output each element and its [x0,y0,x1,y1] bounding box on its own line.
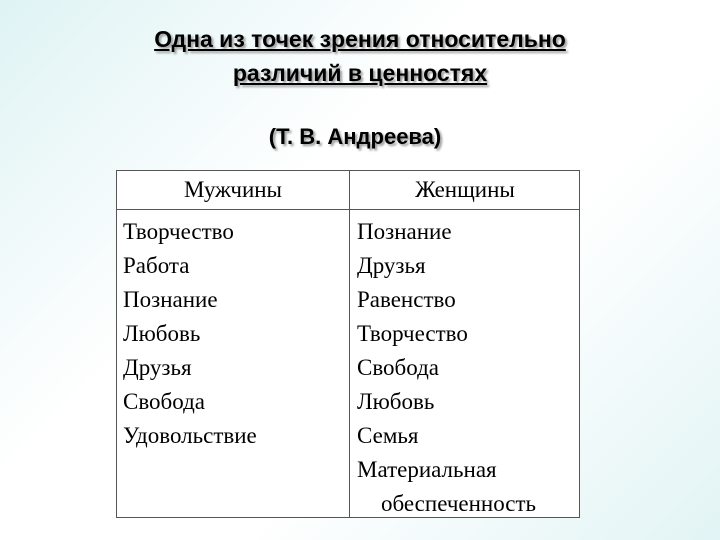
women-value-item: Равенство [357,287,456,312]
header-divider [117,209,579,210]
column-header-men: Мужчины [183,177,283,202]
women-value-item: Любовь [357,389,435,414]
men-values-list [123,215,343,453]
men-value-item: Творчество [123,219,234,244]
slide-title [60,22,660,90]
women-value-item: Свобода [357,355,439,380]
women-value-item: Материальная [357,457,497,482]
column-divider [349,171,350,517]
women-value-item: Друзья [357,253,426,278]
slide-title-line-1: Одна из точек зрения относительно [154,26,566,52]
men-value-item: Свобода [123,389,205,414]
women-value-item: обеспеченность [381,491,537,516]
women-value-item: Творчество [357,321,468,346]
slide-title-line-2: различий в ценностях [232,60,488,86]
women-value-item: Семья [357,423,419,448]
men-value-item: Друзья [123,355,192,380]
men-value-item: Работа [123,253,190,278]
values-table [116,170,580,518]
column-header-women: Женщины [415,177,515,202]
men-value-item: Любовь [123,321,201,346]
slide-subtitle: (Т. В. Андреева) [268,124,442,149]
women-values-list [357,215,579,521]
men-value-item: Удовольствие [123,423,257,448]
men-value-item: Познание [123,287,218,312]
women-value-item: Познание [357,219,452,244]
